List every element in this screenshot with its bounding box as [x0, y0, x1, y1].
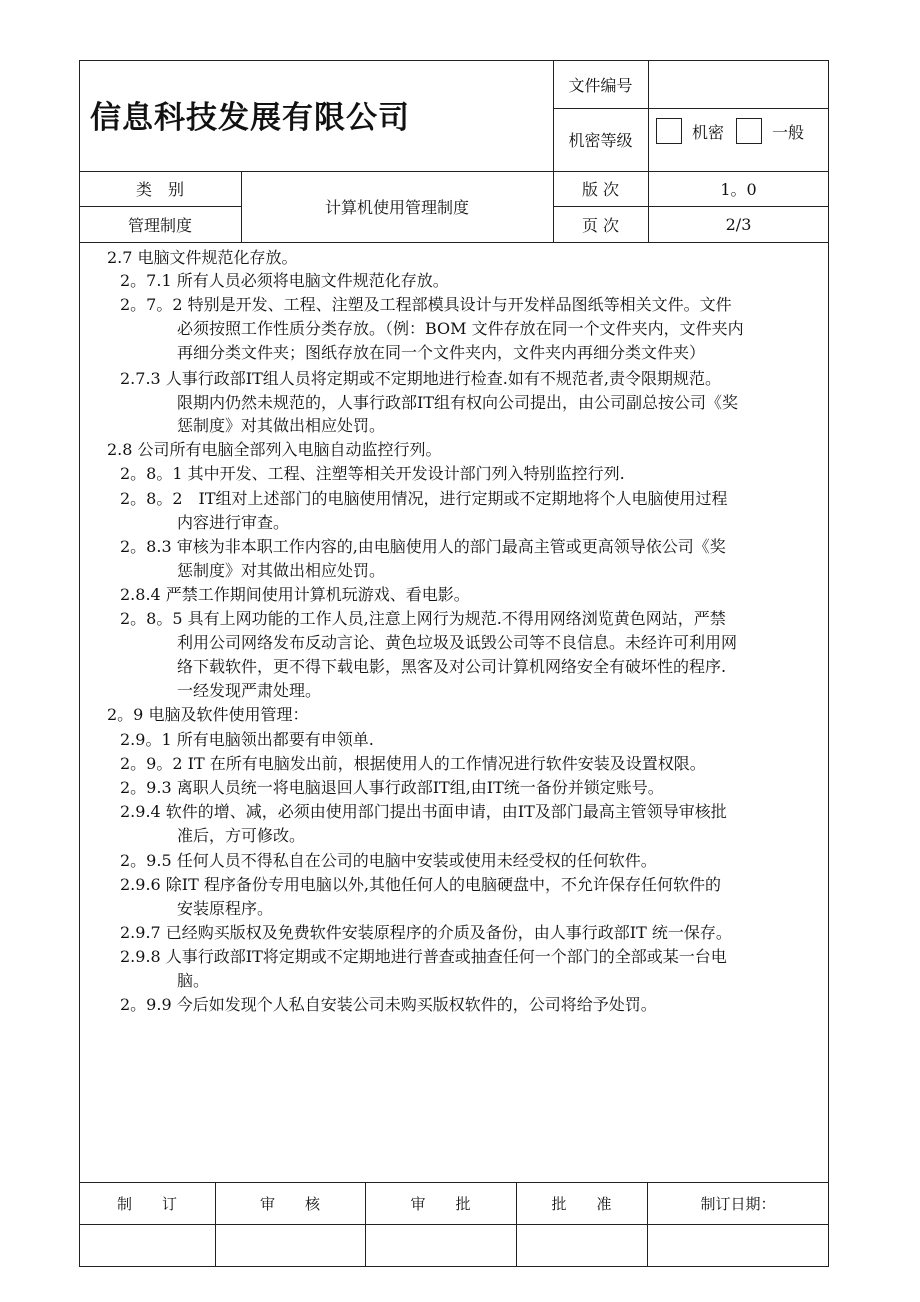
- body-line: 2。9.5 任何人员不得私自在公司的电脑中安装或使用未经受权的任何软件。: [120, 851, 657, 870]
- version-value: 1。0: [720, 180, 757, 199]
- page-value: 2/3: [725, 214, 752, 234]
- body-line: 2。8。2 IT组对上述部门的电脑使用情况，进行定期或不定期地将个人电脑使用过程: [120, 489, 728, 508]
- category-value: 管理制度: [127, 215, 192, 235]
- document-title: 计算机使用管理制度: [324, 198, 469, 217]
- body-line: 2。7。2 特别是开发、工程、注塑及工程部模具设计与开发样品图纸等相关文件。文件: [120, 295, 732, 314]
- body-line: 一经发现严肃处理。: [177, 681, 322, 700]
- body-line: 限期内仍然未规范的，人事行政部IT组有权向公司提出，由公司副总按公司《奖: [177, 393, 738, 412]
- body-line: 脑。: [177, 971, 210, 990]
- body-line: 2.9.6 除IT 程序备份专用电脑以外,其他任何人的电脑硬盘中，不允许保存任何软件的: [120, 875, 721, 894]
- general-label: 一般: [772, 122, 805, 142]
- secrecy-options: [656, 118, 816, 144]
- body-line: 2.9.4 软件的增、减，必须由使用部门提出书面申请，由IT及部门最高主管领导审核批: [120, 802, 727, 821]
- footer-approved-label: 批 准: [551, 1194, 612, 1213]
- page-label: 页 次: [581, 215, 620, 235]
- body-line: 利用公司网络发布反动言论、黄色垃圾及诋毁公司等不良信息。未经许可利用网: [177, 633, 738, 652]
- footer-checked-label: 审 批: [410, 1194, 471, 1213]
- body-line: 2。9 电脑及软件使用管理：: [107, 705, 309, 724]
- secrecy-label: 机密等级: [568, 131, 633, 150]
- body-line: 2。8。5 具有上网功能的工作人员,注意上网行为规范.不得用网络浏览黄色网站，严禁: [120, 609, 726, 628]
- footer-date-label: 制订日期：: [700, 1194, 776, 1213]
- company-name: 信息科技发展有限公司: [90, 100, 410, 136]
- body-line: 2。7.1 所有人员必须将电脑文件规范化存放。: [120, 271, 449, 290]
- body-line: 惩制度》对其做出相应处罚。: [177, 561, 386, 580]
- version-label: 版 次: [581, 180, 620, 199]
- body-line: 准后，方可修改。: [177, 826, 306, 845]
- body-line: 2.7.3 人事行政部IT组人员将定期或不定期地进行检查.如有不规范者,责令限期规范。: [120, 369, 721, 388]
- body-line: 再细分类文件夹；图纸存放在同一个文件夹内，文件夹内再细分类文件夹）: [177, 343, 706, 362]
- body-line: 2.9。1 所有电脑领出都要有申领单.: [120, 730, 374, 749]
- body-line: 2。9。2 IT 在所有电脑发出前，根据使用人的工作情况进行软件安装及设置权限。: [120, 754, 706, 773]
- doc-number-value: [648, 60, 829, 108]
- body-line: 2。8。1 其中开发、工程、注塑等相关开发设计部门列入特别监控行列.: [120, 464, 625, 483]
- body-line: 2.8 公司所有电脑全部列入电脑自动监控行列。: [107, 440, 442, 459]
- body-line: 内容进行审查。: [177, 513, 290, 532]
- body-line: 2。9.3 离职人员统一将电脑退回人事行政部IT组,由IT统一备份并锁定账号。: [120, 778, 664, 797]
- body-line: 安装原程序。: [177, 899, 274, 918]
- general-checkbox[interactable]: [736, 118, 762, 144]
- body-line: 2.9.8 人事行政部IT将定期或不定期地进行普查或抽查任何一个部门的全部或某一台电: [120, 947, 727, 966]
- body-line: 2.7 电脑文件规范化存放。: [107, 248, 298, 267]
- body-line: 2。8.3 审核为非本职工作内容的,由电脑使用人的部门最高主管或更高领导依公司《奖: [120, 537, 726, 556]
- confidential-checkbox[interactable]: [656, 118, 682, 144]
- body-line: 2。9.9 今后如发现个人私自安装公司未购买版权软件的，公司将给予处罚。: [120, 995, 657, 1014]
- footer-drafted-label: 制 订: [116, 1194, 177, 1213]
- confidential-label: 机密: [692, 122, 725, 142]
- body-line: 2.8.4 严禁工作期间使用计算机玩游戏、看电影。: [120, 585, 470, 604]
- body-line: 络下载软件，更不得下载电影，黑客及对公司计算机网络安全有破坏性的程序.: [177, 657, 727, 676]
- category-label: 类 别: [135, 180, 184, 199]
- doc-number-label: 文件编号: [568, 75, 633, 95]
- footer-reviewed-label: 审 核: [259, 1194, 320, 1213]
- body-line: 惩制度》对其做出相应处罚。: [177, 416, 386, 435]
- body-line: 2.9.7 已经购买版权及免费软件安装原程序的介质及备份，由人事行政部IT 统一保存。: [120, 923, 732, 942]
- header-divider: [79, 242, 829, 243]
- body-line: 必须按照工作性质分类存放。（例：BOM 文件存放在同一个文件夹内，文件夹内: [177, 319, 744, 338]
- footer-divider: [79, 1224, 829, 1225]
